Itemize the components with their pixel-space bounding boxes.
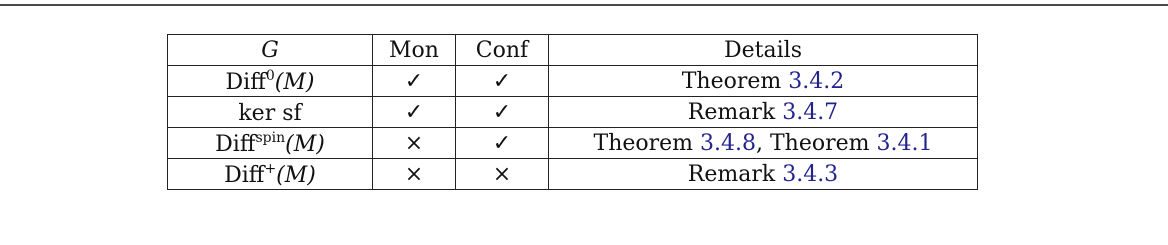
g-argument: (M) [274, 69, 315, 95]
detail-reference-link[interactable]: 3.4.8 [700, 130, 756, 156]
detail-text: Theorem [593, 130, 701, 156]
table-row [168, 97, 978, 128]
header-conf: Conf [456, 35, 549, 66]
cell-mon: × [373, 128, 456, 159]
header-g: G [168, 35, 373, 66]
table-row [168, 66, 978, 97]
detail-text: Theorem [681, 68, 789, 94]
table-header-row [168, 35, 978, 66]
detail-text: Remark [687, 99, 783, 125]
g-base: Diff [215, 131, 256, 157]
detail-reference-link[interactable]: 3.4.2 [788, 68, 845, 94]
cell-conf: ✓ [456, 97, 549, 128]
detail-text: Theorem [770, 130, 877, 156]
cell-conf: × [456, 159, 549, 190]
g-argument: (M) [276, 162, 316, 188]
detail-text: Remark [687, 161, 783, 187]
table-row [168, 159, 978, 190]
cell-g [168, 128, 373, 159]
results-table [167, 34, 978, 190]
detail-reference-link[interactable]: 3.4.3 [782, 161, 839, 187]
detail-separator: , [756, 130, 770, 156]
table-row [168, 128, 978, 159]
cell-conf: ✓ [456, 128, 549, 159]
cell-details [549, 66, 978, 97]
cell-details [549, 97, 978, 128]
g-argument: (M) [285, 131, 325, 157]
cell-g [168, 66, 373, 97]
cell-mon: ✓ [373, 66, 456, 97]
detail-reference-link[interactable]: 3.4.1 [876, 130, 933, 156]
cell-details [549, 128, 978, 159]
g-base: Diff [224, 162, 265, 188]
g-superscript: 0 [265, 67, 275, 84]
cell-conf: ✓ [456, 66, 549, 97]
g-base: Diff [225, 69, 266, 95]
detail-reference-link[interactable]: 3.4.7 [782, 99, 839, 125]
header-details: Details [549, 35, 978, 66]
cell-details [549, 159, 978, 190]
g-base: ker sf [238, 100, 302, 126]
cell-mon: × [373, 159, 456, 190]
header-mon: Mon [373, 35, 456, 66]
cell-g [168, 159, 373, 190]
g-superscript: + [264, 160, 277, 177]
page-top-rule [0, 4, 1168, 6]
cell-g [168, 97, 373, 128]
cell-mon: ✓ [373, 97, 456, 128]
g-superscript: spin [255, 129, 286, 146]
